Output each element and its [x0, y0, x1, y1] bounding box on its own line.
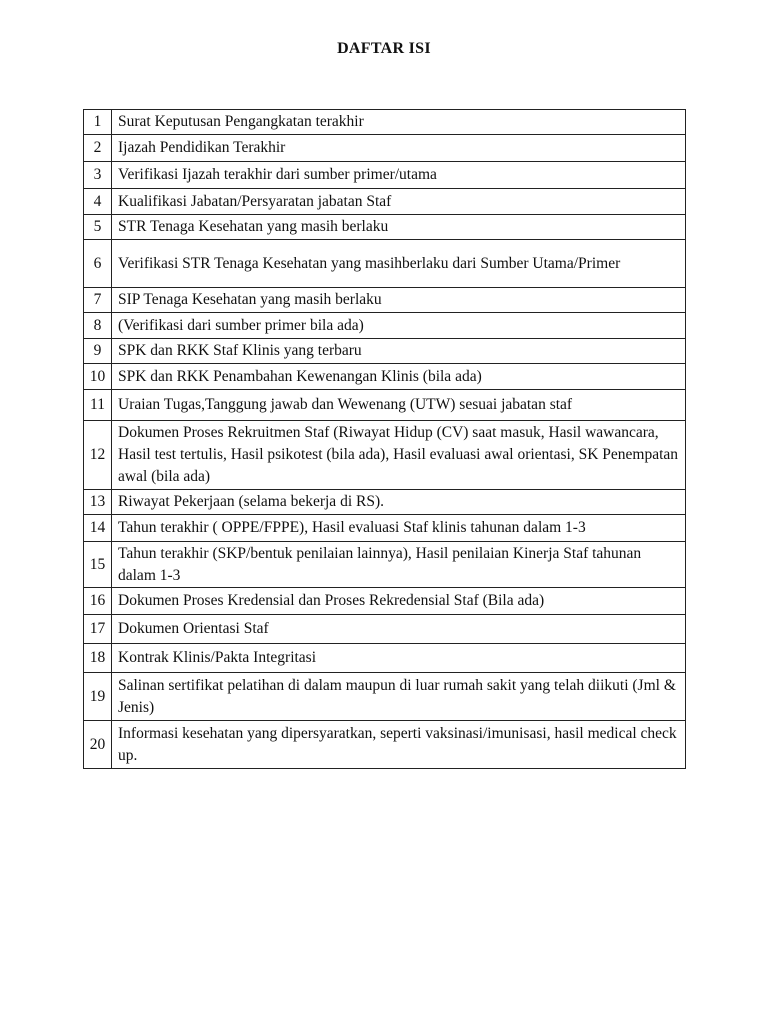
item-number: 12 — [84, 421, 112, 490]
item-text: Informasi kesehatan yang dipersyaratkan, seperti vaksinasi/imunisasi, hasil medical check up. — [112, 721, 686, 769]
item-text: SPK dan RKK Staf Klinis yang terbaru — [112, 339, 686, 364]
item-number: 3 — [84, 162, 112, 189]
item-text: Verifikasi Ijazah terakhir dari sumber primer/utama — [112, 162, 686, 189]
table-row — [84, 162, 686, 189]
item-number: 16 — [84, 588, 112, 615]
table-row — [84, 542, 686, 588]
item-text: Dokumen Proses Kredensial dan Proses Rekredensial Staf (Bila ada) — [112, 588, 686, 615]
table-row — [84, 588, 686, 615]
item-text: Kontrak Klinis/Pakta Integritasi — [112, 644, 686, 673]
item-number: 17 — [84, 615, 112, 644]
item-number: 13 — [84, 490, 112, 515]
item-number: 14 — [84, 515, 112, 542]
item-number: 5 — [84, 215, 112, 240]
item-number: 10 — [84, 364, 112, 390]
table-row — [84, 390, 686, 421]
table-row — [84, 339, 686, 364]
item-number: 11 — [84, 390, 112, 421]
table-row — [84, 240, 686, 288]
item-number: 4 — [84, 189, 112, 215]
item-number: 6 — [84, 240, 112, 288]
item-text: Kualifikasi Jabatan/Persyaratan jabatan Staf — [112, 189, 686, 215]
table-row — [84, 721, 686, 769]
table-row — [84, 364, 686, 390]
item-number: 7 — [84, 288, 112, 313]
table-row — [84, 313, 686, 339]
item-number: 20 — [84, 721, 112, 769]
item-text: Tahun terakhir ( OPPE/FPPE), Hasil evaluasi Staf klinis tahunan dalam 1-3 — [112, 515, 686, 542]
table-row — [84, 110, 686, 135]
table-row — [84, 673, 686, 721]
table-row — [84, 644, 686, 673]
item-text: SPK dan RKK Penambahan Kewenangan Klinis (bila ada) — [112, 364, 686, 390]
item-number: 19 — [84, 673, 112, 721]
table-row — [84, 421, 686, 490]
item-text: SIP Tenaga Kesehatan yang masih berlaku — [112, 288, 686, 313]
table-of-contents — [83, 109, 686, 769]
table-row — [84, 215, 686, 240]
table-row — [84, 135, 686, 162]
item-text: Surat Keputusan Pengangkatan terakhir — [112, 110, 686, 135]
item-number: 8 — [84, 313, 112, 339]
item-text: Dokumen Proses Rekruitmen Staf (Riwayat Hidup (CV) saat masuk, Hasil wawancara, Hasil test tertulis, Hasil psikotest (bila ada), Hasil evaluasi awal orientasi, SK Penempatan awal (bila ada) — [112, 421, 686, 490]
table-row — [84, 189, 686, 215]
item-text: Uraian Tugas,Tanggung jawab dan Wewenang (UTW) sesuai jabatan staf — [112, 390, 686, 421]
item-number: 1 — [84, 110, 112, 135]
item-text: Dokumen Orientasi Staf — [112, 615, 686, 644]
item-number: 9 — [84, 339, 112, 364]
item-text: (Verifikasi dari sumber primer bila ada) — [112, 313, 686, 339]
item-text: Salinan sertifikat pelatihan di dalam maupun di luar rumah sakit yang telah diikuti (Jml & Jenis) — [112, 673, 686, 721]
table-row — [84, 515, 686, 542]
page-title: DAFTAR ISI — [337, 40, 431, 57]
item-number: 18 — [84, 644, 112, 673]
item-text: STR Tenaga Kesehatan yang masih berlaku — [112, 215, 686, 240]
item-text: Tahun terakhir (SKP/bentuk penilaian lainnya), Hasil penilaian Kinerja Staf tahunan dalam 1-3 — [112, 542, 686, 588]
table-row — [84, 490, 686, 515]
table-row — [84, 615, 686, 644]
item-text: Riwayat Pekerjaan (selama bekerja di RS). — [112, 490, 686, 515]
item-number: 15 — [84, 542, 112, 588]
item-text: Verifikasi STR Tenaga Kesehatan yang masihberlaku dari Sumber Utama/Primer — [112, 240, 686, 288]
table-row — [84, 288, 686, 313]
item-number: 2 — [84, 135, 112, 162]
item-text: Ijazah Pendidikan Terakhir — [112, 135, 686, 162]
